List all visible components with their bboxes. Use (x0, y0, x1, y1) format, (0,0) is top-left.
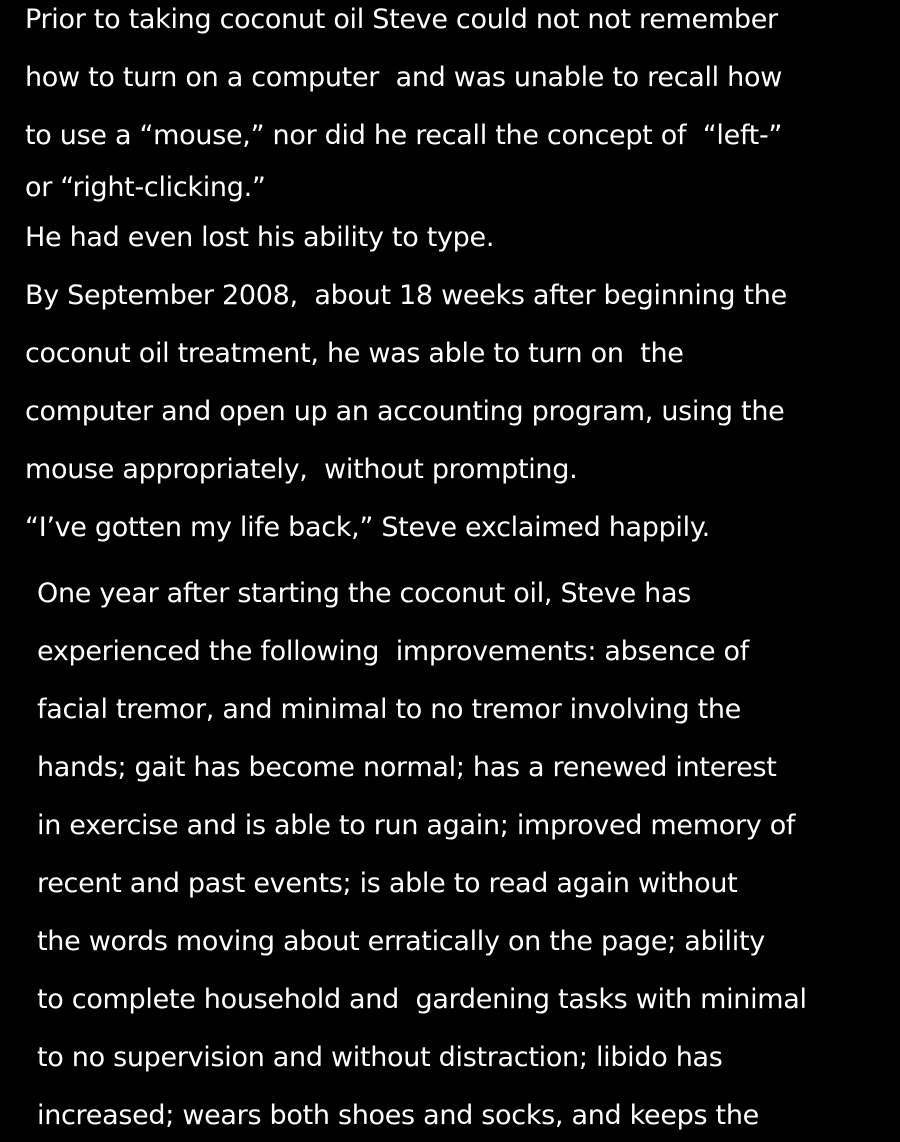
text-line: how to turn on a computer and was unable to recall how (25, 62, 782, 93)
text-line: increased; wears both shoes and socks, and keeps the (37, 1100, 759, 1131)
text-line: or “right-clicking.” (25, 172, 266, 203)
text-line: hands; gait has become normal; has a renewed interest (37, 752, 777, 783)
text-line: facial tremor, and minimal to no tremor involving the (37, 694, 741, 725)
text-line: By September 2008, about 18 weeks after beginning the (25, 280, 787, 311)
text-line: computer and open up an accounting program, using the (25, 396, 785, 427)
text-line: He had even lost his ability to type. (25, 222, 495, 253)
text-line: coconut oil treatment, he was able to turn on the (25, 338, 684, 369)
text-line: “I’ve gotten my life back,” Steve exclaimed happily. (25, 512, 710, 543)
text-line: One year after starting the coconut oil, Steve has (37, 578, 691, 609)
text-line: Prior to taking coconut oil Steve could not not remember (25, 4, 778, 35)
text-line: experienced the following improvements: absence of (37, 636, 749, 667)
text-line: mouse appropriately, without prompting. (25, 454, 578, 485)
text-line: to no supervision and without distraction; libido has (37, 1042, 723, 1073)
text-line: recent and past events; is able to read again without (37, 868, 738, 899)
text-line: to complete household and gardening tasks with minimal (37, 984, 807, 1015)
text-line: to use a “mouse,” nor did he recall the concept of “left-” (25, 120, 783, 151)
text-line: the words moving about erratically on the page; ability (37, 926, 765, 957)
text-line: in exercise and is able to run again; improved memory of (37, 810, 796, 841)
